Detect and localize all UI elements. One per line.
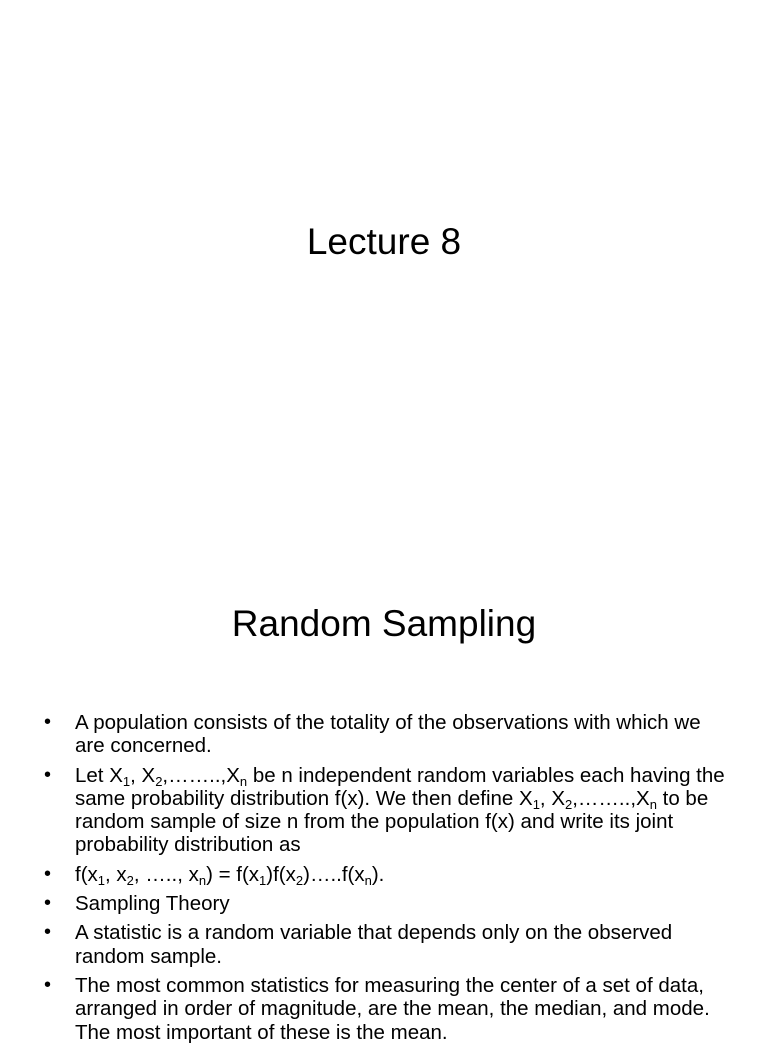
text-run: The most common statistics for measuring the center of a set of data, arranged in order of magnitude, are the mean, the median, and mode. The most important of these is the mean.: [75, 973, 710, 1044]
bullet-text: [75, 921, 672, 967]
text-run: ).: [371, 862, 385, 886]
slide-title-random-sampling: Random Sampling: [231, 603, 537, 644]
bullet-item: [44, 974, 734, 1044]
subscript: 2: [565, 796, 573, 812]
bullet-dot-icon: •: [44, 892, 52, 915]
text-run: Let X: [75, 763, 123, 787]
bullet-list: [44, 711, 734, 1050]
text-run: )f(x: [266, 862, 296, 886]
text-run: Sampling Theory: [75, 892, 230, 916]
bullet-dot-icon: •: [44, 711, 52, 733]
bullet-text: [75, 892, 230, 915]
text-run: , X: [539, 786, 565, 810]
subscript: 2: [126, 872, 134, 888]
bullet-item: [44, 764, 734, 857]
bullet-item: [44, 892, 734, 915]
text-run: A statistic is a random variable that depends only on the observed random sample.: [75, 921, 673, 968]
bullet-dot-icon: •: [44, 921, 52, 944]
subscript: n: [239, 773, 248, 789]
subscript: 1: [532, 796, 540, 812]
bullet-dot-icon: •: [44, 763, 52, 786]
subscript: 2: [155, 773, 163, 789]
text-run: to be random sample of size n from the population f(x) and write its joint probability distribution as: [75, 786, 709, 857]
bullet-item: [44, 863, 734, 886]
bullet-text: [75, 974, 710, 1044]
subscript: n: [649, 796, 657, 812]
subscript: 1: [122, 773, 131, 789]
subscript: 2: [295, 872, 304, 888]
text-run: ,……..,X: [162, 763, 240, 787]
text-run: ,……..,X: [572, 786, 650, 810]
bullet-dot-icon: •: [44, 862, 52, 885]
subscript: 1: [97, 872, 106, 888]
subscript: n: [198, 872, 207, 888]
text-run: , ….., x: [133, 862, 199, 886]
text-run: , X: [130, 763, 156, 787]
subscript: n: [364, 872, 372, 888]
text-run: be n independent random variables each having the same probability distribution f(x). We then define X: [75, 763, 725, 810]
bullet-text: [75, 764, 725, 857]
bullet-text: [75, 711, 701, 757]
slide-title-lecture: Lecture 8: [306, 221, 462, 262]
text-run: A population consists of the totality of the observations with which we are concerned.: [75, 711, 701, 758]
text-run: f(x: [75, 862, 98, 886]
bullet-dot-icon: •: [44, 973, 52, 996]
bullet-item: [44, 711, 734, 758]
bullet-item: [44, 921, 734, 968]
text-run: ) = f(x: [206, 862, 260, 886]
text-run: )…..f(x: [303, 862, 365, 886]
text-run: , x: [105, 862, 127, 886]
subscript: 1: [259, 872, 267, 888]
bullet-text: [75, 863, 384, 886]
